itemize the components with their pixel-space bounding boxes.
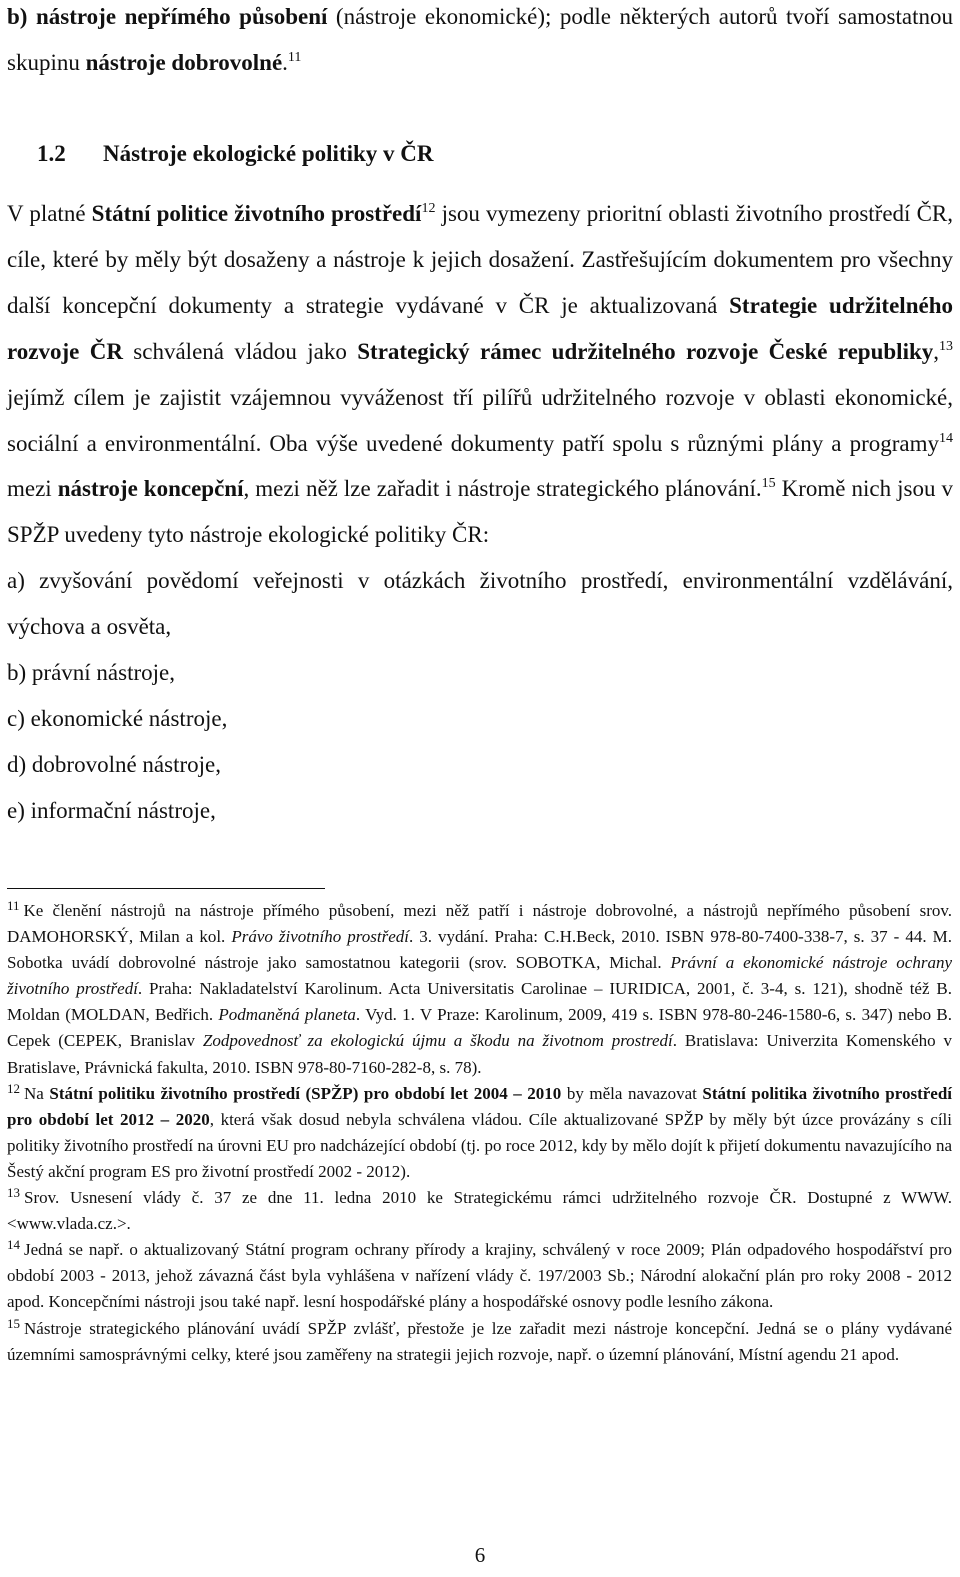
footnote-15: $^{15}$ Nástroje strategického plánování uvádí SPŽP zvlášť, přestože je lze zařadit mezi nástroje koncepční. Jedná se o plány vydávané územními samosprávnými celky, které jsou zaměřeny na strategii jejich rozvoje, např. o územní plánování, Místní agendu 21 apod. bbox=[7, 1315, 952, 1364]
footnote-12: $^{12}$ Na Státní politiku životního prostředí (SPŽP) pro období let 2004 – 2010 by měla navazovat Státní politika životního prostředí pro období let 2012 – 2020, která však dosud nebyla schválena vládou. Cíle aktualizované SPŽP by měly být úzce provázány s cíli politiky životního prostředí na úrovni EU pro nadcházející období (tj. po roce 2012, kdy by mělo dojít k přijetí dokumentu navazujícího na Šestý akční program ES pro životní prostředí 2002 - 2012). bbox=[7, 1080, 952, 1181]
footnote-14: $^{14}$ Jedná se např. o aktualizovaný Státní program ochrany přírody a krajiny, schválený v roce 2009; Plán odpadového hospodářství pro období 2003 - 2013, jehož závazná část byla vyhlášena v nařízení vlády č. 197/2003 Sb.; Národní alokační plán pro roky 2008 - 2012 apod. Koncepčními nástroji jsou také např. lesní hospodářské plány a hospodářské osnovy podle lesního zákona. bbox=[7, 1237, 952, 1312]
footnotes bbox=[7, 898, 952, 1368]
body-text bbox=[7, 191, 953, 834]
footnote-ref-15: 15 bbox=[761, 476, 776, 492]
footnote-ref-14: 14 bbox=[939, 430, 953, 446]
section-number: 1.2 bbox=[37, 141, 66, 166]
list-item: d) dobrovolné nástroje, bbox=[7, 751, 221, 777]
footnote-13: $^{13}$ Srov. Usnesení vlády č. 37 ze dne 11. ledna 2010 ke Strategickému rámci udržitelného rozvoje ČR. Dostupné z WWW. <www.vlada.cz.>. bbox=[7, 1185, 952, 1234]
intro-bold-term: b) nástroje nepřímého působení bbox=[7, 4, 328, 29]
footnote-ref-11: 11 bbox=[287, 49, 302, 65]
footnote-ref-12: 12 bbox=[421, 201, 436, 216]
intro-paragraph: b) nástroje nepřímého působení (nástroje ekonomické); podle některých autorů tvoří samostatnou skupinu nástroje dobrovolné.$^{11}$ bbox=[7, 4, 954, 75]
intro-bold-term-2: nástroje dobrovolné bbox=[85, 49, 283, 75]
footnote-11: $^{11}$ Ke členění nástrojů na nástroje přímého působení, mezi něž patří i nástroje dobrovolné, a nástrojů nepřímého působení srov. DAMOHORSKÝ, Milan a kol. Právo životního prostředí. 3. vydání. Praha: C.H.Beck, 2010. ISBN 978-80-7400-338-7, s. 37 - 44. M. Sobotka uvádí dobrovolné nástroje jako samostatnou kategorii (srov. SOBOTKA, Michal. Právní a ekonomické nástroje ochrany životního prostředí. Praha: Nakladatelství Karolinum. Acta Universitatis Carolinae – IURIDICA, 2001, č. 3-4, s. 121), shodně též B. Moldan (MOLDAN, Bedřich. Podmaněná planeta. Vyd. 1. V Praze: Karolinum, 2009, 419 s. ISBN 978-80-246-1580-6, s. 347) nebo B. Cepek (CEPEK, Branislav Zodpovednosť za ekologickú újmu a škodu na životnom prostredí. Bratislava: Univerzita Komenského v Bratislave, Právnická fakulta, 2010. ISBN 978-80-7160-282-8, s. 78). bbox=[7, 898, 953, 1077]
main-paragraph: V platné Státní politice životního prostředí$^{12}$ jsou vymezeny prioritní oblasti životního prostředí ČR, cíle, které by měly být dosaženy a nástroje k jejich dosažení. Zastřešujícím dokumentem pro všechny další koncepční dokumenty a strategie vydávané v ČR je aktualizovaná Strategie udržitelného rozvoje ČR schválená vládou jako Strategický rámec udržitelného rozvoje České republiky,$^{13}$ jejímž cílem je zajistit vzájemnou vyváženost tří pilířů udržitelného rozvoje v oblasti ekonomické, sociální a environmentální. Oba výše uvedené dokumenty patří spolu s různými plány a programy$^{14}$ mezi nástroje koncepční, mezi něž lze zařadit i nástroje strategického plánování.$^{15}$ Kromě nich jsou v SPŽP uvedeny tyto nástroje ekologické politiky ČR: bbox=[7, 201, 954, 548]
list-item: b) právní nástroje, bbox=[7, 660, 175, 686]
page-number: 6 bbox=[474, 1543, 486, 1567]
footnote-separator bbox=[7, 888, 325, 889]
section-title: Nástroje ekologické politiky v ČR bbox=[103, 141, 434, 166]
list-item: c) ekonomické nástroje, bbox=[7, 705, 228, 731]
footnote-ref-13: 13 bbox=[939, 338, 954, 354]
list-item: e) informační nástroje, bbox=[7, 797, 216, 823]
list-item: a) zvyšování povědomí veřejnosti v otázkách životního prostředí, environmentální vzdělávání, výchova a osvěta, bbox=[7, 568, 953, 640]
section-heading bbox=[37, 131, 434, 177]
